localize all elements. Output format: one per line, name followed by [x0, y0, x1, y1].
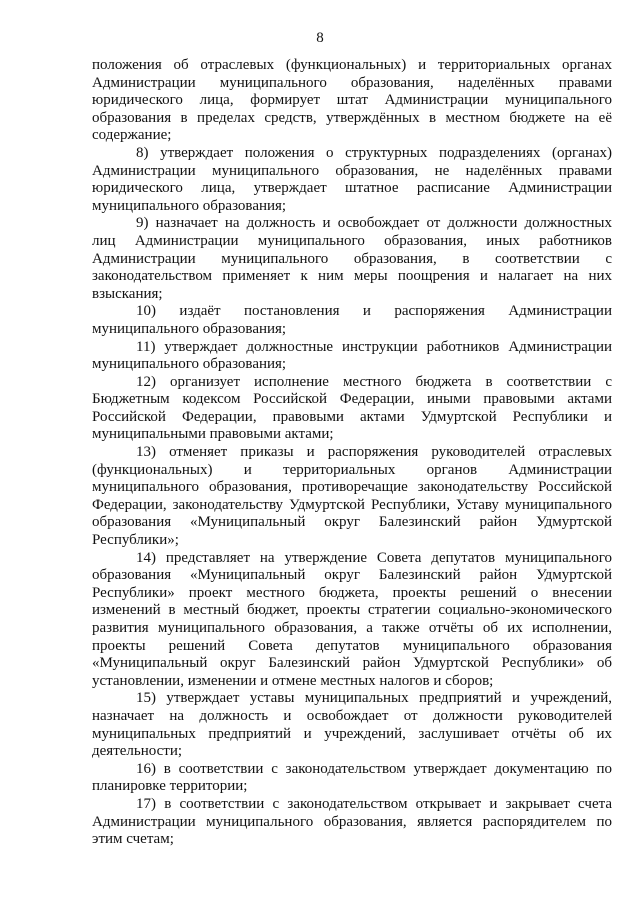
paragraph-item-8: 8) утверждает положения о структурных подразделениях (органах) Администрации муниципального образования, не наделённых правами юридического лица, утверждает штатное расписание Администрации муниципального образования;: [92, 144, 612, 214]
paragraph-item-9: 9) назначает на должность и освобождает от должности должностных лиц Администрации муниципального образования, иных работников Администрации муниципального образования, в соответствии с законодательством применяет к ним меры поощрения и налагает на них взыскания;: [92, 215, 612, 302]
paragraph-item-14: 14) представляет на утверждение Совета депутатов муниципального образования «Муниципальный округ Балезинский район Удмуртской Республики» проект местного бюджета, проекты решений о внесении изменений в местный бюджет, проекты стратегии социально-экономического развития муниципального образования, а также отчёты об их исполнении, проекты решений Совета депутатов муниципального образования «Муниципальный округ Балезинский район Удмуртской Республики» об установлении, изменении и отмене местных налогов и сборов;: [92, 549, 612, 689]
paragraph-item-12: 12) организует исполнение местного бюджета в соответствии с Бюджетным кодексом Российской Федерации, иными правовыми актами Российской Федерации, правовыми актами Удмуртской Республики и муниципальными правовыми актами;: [92, 373, 612, 443]
paragraph-item-15: 15) утверждает уставы муниципальных предприятий и учреждений, назначает на должность и освобождает от должности руководителей муниципальных предприятий и учреждений, заслушивает отчёты об их деятельности;: [92, 690, 612, 760]
paragraph-continuation: положения об отраслевых (функциональных) и территориальных органах Администрации муниципального образования, наделённых правами юридического лица, формирует штат Администрации муниципального образования в пределах средств, утверждённых в местном бюджете на её содержание;: [92, 57, 612, 144]
paragraph-item-17: 17) в соответствии с законодательством открывает и закрывает счета Администрации муниципального образования, является распорядителем по этим счетам;: [92, 795, 612, 848]
document-body: [92, 57, 612, 849]
page-number: 8: [316, 30, 324, 46]
paragraph-item-13: 13) отменяет приказы и распоряжения руководителей отраслевых (функциональных) и территориальных органов Администрации муниципального образования, противоречащие законодательству Российской Федерации, законодательству Удмуртской Республики, Уставу муниципального образования «Муниципальный округ Балезинский район Удмуртской Республики»;: [92, 444, 612, 549]
paragraph-item-16: 16) в соответствии с законодательством утверждает документацию по планировке территории;: [92, 760, 612, 795]
paragraph-item-11: 11) утверждает должностные инструкции работников Администрации муниципального образования;: [92, 338, 612, 373]
paragraph-item-10: 10) издаёт постановления и распоряжения Администрации муниципального образования;: [92, 303, 612, 337]
